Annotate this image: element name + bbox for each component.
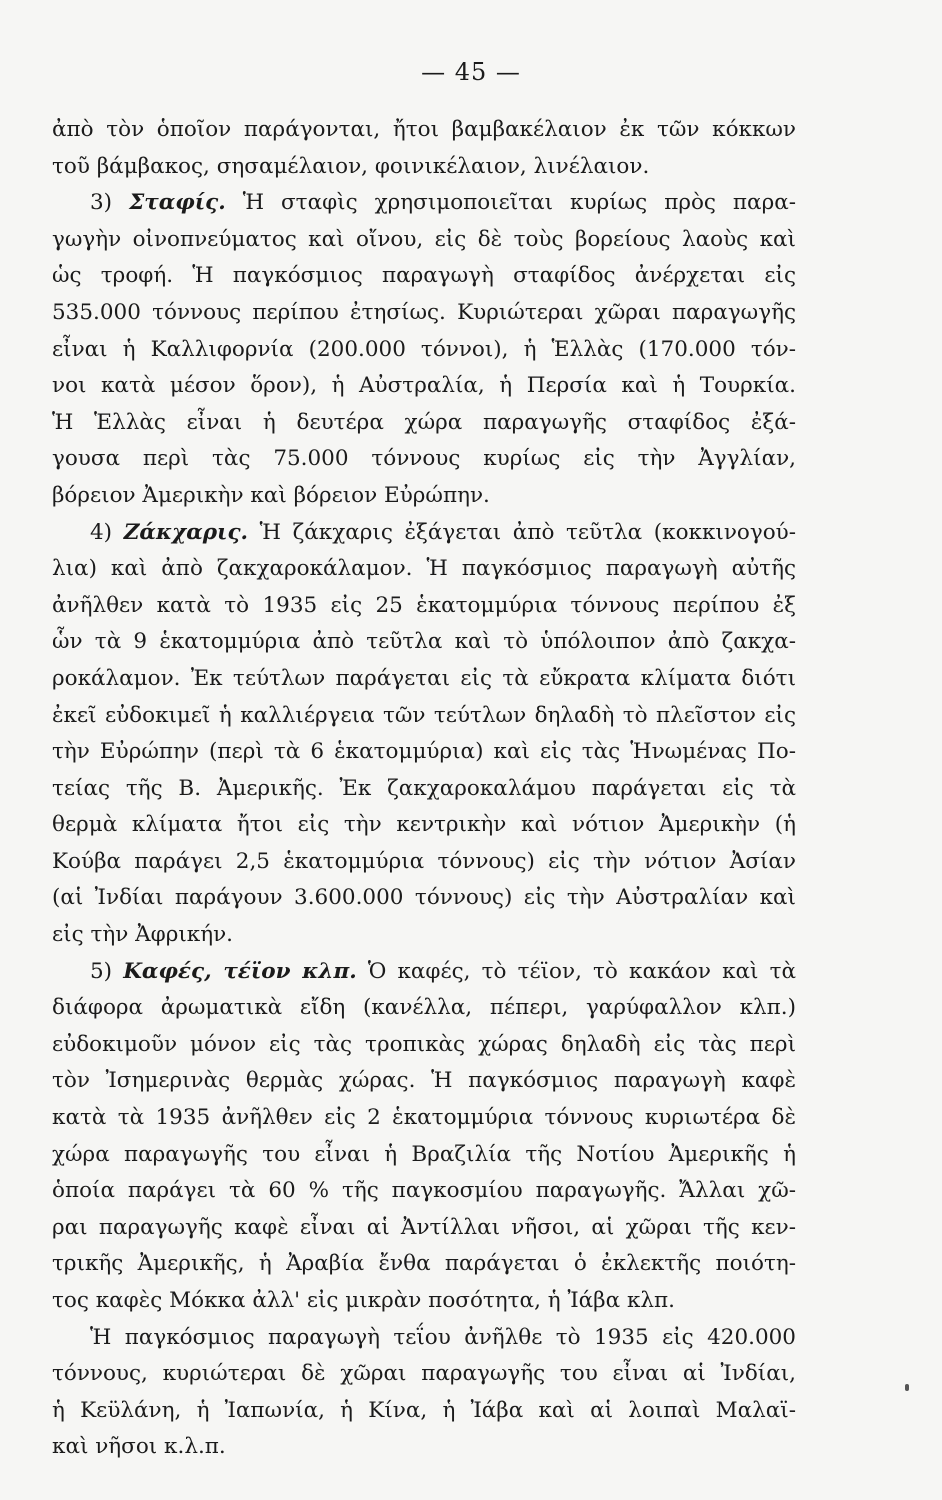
text-line: γωγὴν οἰνοπνεύματος καὶ οἴνου, εἰς δὲ τοὺς βορείους λαοὺς καὶ	[52, 226, 796, 252]
text-line: τος καφὲς Μόκκα ἀλλ' εἰς μικρὰν ποσότητα, ἡ Ἰάβα κλπ.	[52, 1288, 675, 1313]
text-line: τὴν Εὐρώπην (περὶ τὰ 6 ἑκατομμύρια) καὶ εἰς τὰς Ἡνωμένας Πο-	[52, 739, 796, 765]
text-line: διάφορα ἀρωματικὰ εἴδη (κανέλλα, πέπερι, γαρύφαλλον κλπ.)	[52, 995, 796, 1021]
section-text: Ὁ καφές, τὸ τέϊον, τὸ κακάον καὶ τὰ	[356, 958, 796, 984]
ink-speck	[905, 1384, 909, 1391]
body-text	[52, 112, 796, 1466]
text-line: ἀπὸ τὸν ὁποῖον παράγονται, ἤτοι βαμβακέλαιον ἐκ τῶν κόκκων	[52, 117, 796, 142]
text-line: τείας τῆς Β. Ἀμερικῆς. Ἐκ ζακχαροκαλάμου παράγεται εἰς τὰ	[52, 775, 796, 801]
text-line: ἐκεῖ εὐδοκιμεῖ ἡ καλλιέργεια τῶν τεύτλων δηλαδὴ τὸ πλεῖστον εἰς	[52, 702, 796, 728]
section-number: 5)	[90, 958, 113, 984]
page-number: — 45 —	[421, 58, 521, 86]
text-line: θερμὰ κλίματα ἤτοι εἰς τὴν κεντρικὴν καὶ νότιον Ἀμερικὴν (ἡ	[52, 812, 796, 838]
text-line: Ἡ Ἑλλὰς εἶναι ἡ δευτέρα χώρα παραγωγῆς σταφίδος ἐξά-	[52, 409, 796, 435]
section-heading-3	[52, 185, 796, 222]
text-line: ροκάλαμον. Ἐκ τεύτλων παράγεται εἰς τὰ εὔκρατα κλίματα διότι	[52, 665, 796, 691]
text-line: Ἡ παγκόσμιος παραγωγὴ τεΐου ἀνῆλθε τὸ 1935 εἰς 420.000	[90, 1324, 796, 1350]
text-line: λια) καὶ ἀπὸ ζακχαροκάλαμον. Ἡ παγκόσμιος παραγωγὴ αὐτῆς	[52, 556, 796, 582]
text-line: ἀνῆλθεν κατὰ τὸ 1935 εἰς 25 ἑκατομμύρια τόννους περίπου ἐξ	[52, 592, 796, 618]
text-line: κατὰ τὰ 1935 ἀνῆλθεν εἰς 2 ἑκατομμύρια τόννους κυριωτέρα δὲ	[52, 1105, 796, 1131]
text-line: ὧν τὰ 9 ἑκατομμύρια ἀπὸ τεῦτλα καὶ τὸ ὑπόλοιπον ἀπὸ ζακχα-	[52, 629, 796, 655]
text-line: εὐδοκιμοῦν μόνον εἰς τὰς τροπικὰς χώρας δηλαδὴ εἰς τὰς περὶ	[52, 1031, 796, 1057]
section-title: Σταφίς.	[129, 190, 226, 216]
text-line: ραι παραγωγῆς καφὲ εἶναι αἱ Ἀντίλλαι νῆσοι, αἱ χῶραι τῆς κεν-	[52, 1214, 796, 1240]
text-line: τὸν Ἰσημερινὰς θερμὰς χώρας. Ἡ παγκόσμιος παραγωγὴ καφὲ	[52, 1068, 796, 1094]
text-line: καὶ νῆσοι κ.λ.π.	[52, 1434, 226, 1460]
section-title: Καφές, τέϊον κλπ.	[123, 958, 357, 984]
section-title: Ζάκχαρις.	[123, 519, 249, 545]
text-line: εἶναι ἡ Καλλιφορνία (200.000 τόννοι), ἡ Ἑλλὰς (170.000 τόν-	[52, 336, 796, 362]
section-text: Ἡ ζάκχαρις ἐξάγεται ἀπὸ τεῦτλα (κοκκινογού-	[248, 519, 796, 545]
text-line: ὡς τροφή. Ἡ παγκόσμιος παραγωγὴ σταφίδος ἀνέρχεται εἰς	[52, 263, 796, 289]
section-number: 4)	[90, 519, 113, 545]
text-line: (αἱ Ἰνδίαι παράγουν 3.600.000 τόννους) εἰς τὴν Αὐστραλίαν καὶ	[52, 885, 796, 911]
text-line: χώρα παραγωγῆς του εἶναι ἡ Βραζιλία τῆς Νοτίου Ἀμερικῆς ἡ	[52, 1141, 796, 1167]
section-heading-4	[52, 515, 796, 552]
text-line: 535.000 τόννους περίπου ἐτησίως. Κυριώτεραι χῶραι παραγωγῆς	[52, 299, 796, 325]
text-line: ὁποία παράγει τὰ 60 % τῆς παγκοσμίου παραγωγῆς. Ἄλλαι χῶ-	[52, 1178, 796, 1204]
text-line: τόννους, κυριώτεραι δὲ χῶραι παραγωγῆς του εἶναι αἱ Ἰνδίαι,	[52, 1361, 796, 1387]
text-line: τοῦ βάμβακος, σησαμέλαιον, φοινικέλαιον, λινέλαιον.	[52, 153, 650, 179]
text-line: γουσα περὶ τὰς 75.000 τόννους κυρίως εἰς τὴν Ἀγγλίαν,	[52, 446, 796, 472]
text-line: Κούβα παράγει 2,5 ἑκατομμύρια τόννους) εἰς τὴν νότιον Ἀσίαν	[52, 848, 796, 874]
section-text: Ἡ σταφὶς χρησιμοποιεῖται κυρίως πρὸς παρα-	[225, 190, 796, 216]
section-heading-5	[52, 954, 796, 991]
text-line: εἰς τὴν Ἀφρικήν.	[52, 922, 233, 948]
text-line: τρικῆς Ἀμερικῆς, ἡ Ἀραβία ἔνθα παράγεται ὁ ἐκλεκτῆς ποιότη-	[52, 1251, 796, 1277]
text-line: βόρειον Ἀμερικὴν καὶ βόρειον Εὐρώπην.	[52, 482, 490, 508]
text-line: ἡ Κεϋλάνη, ἡ Ἰαπωνία, ἡ Κίνα, ἡ Ἰάβα καὶ αἱ λοιπαὶ Μαλαϊ-	[52, 1397, 796, 1423]
section-number: 3)	[90, 190, 113, 216]
text-line: νοι κατὰ μέσον ὅρον), ἡ Αὐστραλία, ἡ Περσία καὶ ἡ Τουρκία.	[52, 373, 796, 399]
